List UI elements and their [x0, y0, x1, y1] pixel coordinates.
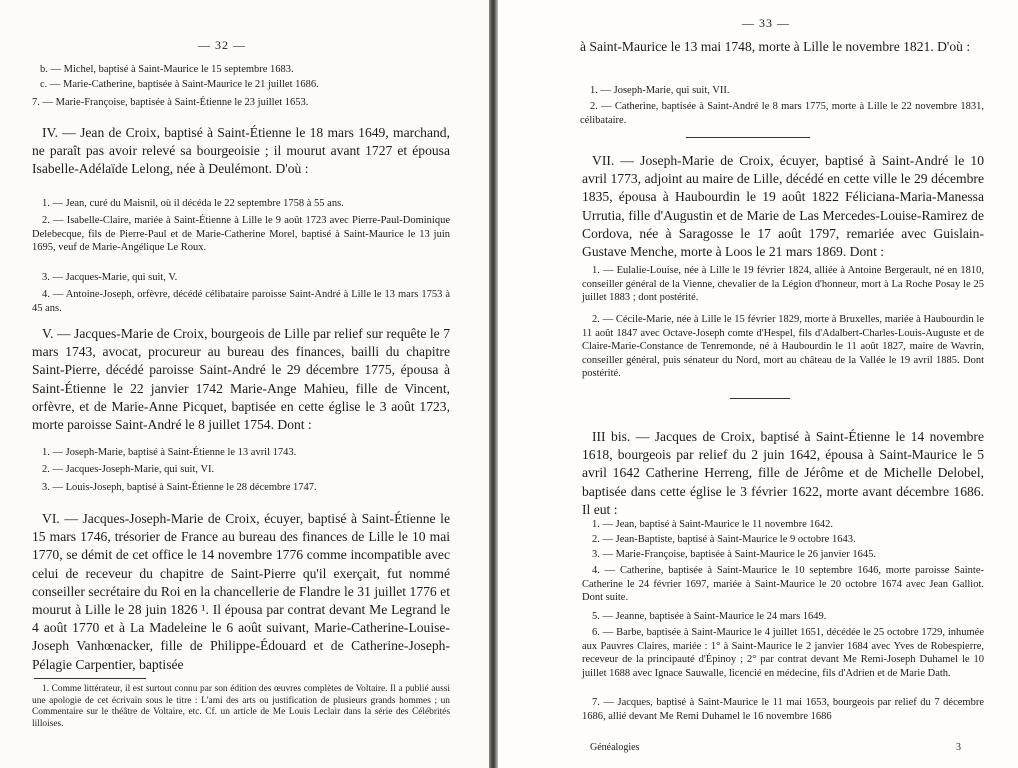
list-item: 2. — Isabelle-Claire, mariée à Saint-Étienne à Lille le 9 août 1723 avec Pierre-Paul-Dominique Delebecque, fils de Pierre-Paul et de Marie-Catherine Morel, baptisé à Saint-Maurice le 13 juin 1695, veuf de Marie-Angélique Le Roux.	[32, 215, 450, 254]
generation-v-paragraph: V. — Jacques-Marie de Croix, bourgeois de Lille par relief sur requête le 7 mars 1743, avocat, procureur au bureau des finances, bailli du chapitre Saint-Pierre, décédé paroisse Saint-André le 29 décembre 1775, épousa à Saint-Étienne le 22 janvier 1742 Marie-Ange Mahieu, fille de Vincent, orfèvre, et de Marie-Anne Picquet, baptisée en cette église le 3 août 1723, morte paroisse Saint-André le 8 juillet 1754. Dont :	[32, 326, 450, 433]
generation-vii-paragraph: VII. — Joseph-Marie de Croix, écuyer, baptisé à Saint-André le 10 avril 1773, adjoint au maire de Lille, décédé en cette ville le 29 décembre 1835, épousa à Haubourdin le 19 août 1822 Féliciana-Maria-Manessa Urrutia, fille d'Augustin et de Marie de Las Mercedes-Louise-Ramirez de Cordova, née à Saragosse le 17 août 1797, remariée avec Guislain-Gustave Menche, morte à Loos le 21 mars 1869. Dont :	[582, 153, 984, 260]
footnote: 1. Comme littérateur, il est surtout connu par son édition des œuvres complètes de Voltaire. Il a publié aussi une apologie de cet écrivain sous le titre : L'ami des arts ou justification de plusieurs grands hommes ; un Commentaire sur le théâtre de Voltaire, etc. Cf. un article de Me Louis Leclair dans la série des Célébrités lilloises.	[32, 684, 450, 729]
entry-line: c. — Marie-Catherine, baptisée à Saint-Maurice le 21 juillet 1686.	[40, 79, 319, 90]
list-item: 2. — Cécile-Marie, née à Lille le 15 février 1829, morte à Bruxelles, mariée à Haubourdin le 11 août 1847 avec Octave-Joseph comte d'Hespel, fils d'Adalbert-Charles-Louis-Auguste et de Claire-Marie-Constance de Tenremonde, né à Haubourdin le 11 août 1827, maire de Wavrin, conseiller général, puis sénateur du Nord, mort au château de la Vallée le 19 avril 1885. Dont postérité.	[582, 314, 984, 380]
list-item: 2. — Jean-Baptiste, baptisé à Saint-Maurice le 9 octobre 1643.	[592, 534, 856, 545]
list-item: 1. — Joseph-Marie, qui suit, VII.	[590, 85, 730, 96]
page-number: — 33 —	[742, 16, 790, 30]
list-item: 3. — Jacques-Marie, qui suit, V.	[42, 272, 178, 283]
footnote-rule	[34, 678, 146, 679]
list-item: 2. — Jacques-Joseph-Marie, qui suit, VI.	[42, 464, 215, 475]
right-page	[498, 0, 1018, 768]
generation-vi-paragraph: VI. — Jacques-Joseph-Marie de Croix, écuyer, baptisé à Saint-Étienne le 15 mars 1746, trésorier de France au bureau des finances de Lille le 10 mai 1770, se démit de cet office le 14 novembre 1776 comme incompatible avec celui de receveur du chapitre de Saint-Pierre qu'il exerçait, fut nommé conseiller secrétaire du Roi en la chancellerie de Flandre le 31 juillet 1776 et mourut à Lille le 28 juin 1826 ¹. Il épousa par contrat devant Me Legrand le 4 août 1770 et à La Madeleine le 6 août suivant, Marie-Catherine-Louise-Joseph Vanhœnacker, fille de Philippe-Édouard et de Catherine-Joseph-Pélagie Carpentier, baptisée	[32, 511, 450, 672]
list-item: 1. — Jean, curé du Maisnil, où il décéda le 22 septembre 1758 à 55 ans.	[42, 198, 344, 209]
list-item: 5. — Jeanne, baptisée à Saint-Maurice le 24 mars 1649.	[592, 611, 827, 622]
footer-label: Généalogies	[590, 742, 640, 753]
entry-line: 7. — Marie-Françoise, baptisée à Saint-Étienne le 23 juillet 1653.	[32, 97, 309, 108]
page-number: — 32 —	[198, 38, 246, 52]
generation-iii-bis-paragraph: III bis. — Jacques de Croix, baptisé à Saint-Étienne le 14 novembre 1618, bourgeois par relief du 2 juin 1642, épousa à Saint-Maurice le 5 avril 1642 Catherine Herreng, fille de Jérôme et de Michelle Delobel, baptisée dans cette église le 3 février 1622, morte avant décembre 1686. Il eut :	[582, 429, 984, 517]
list-item: 1. — Joseph-Marie, baptisé à Saint-Étienne le 13 avril 1743.	[42, 447, 297, 458]
section-rule	[686, 137, 810, 138]
section-rule	[730, 398, 790, 399]
list-item: 4. — Antoine-Joseph, orfèvre, décédé célibataire paroisse Saint-André à Lille le 13 mars 1753 à 45 ans.	[32, 289, 450, 314]
list-item: 7. — Jacques, baptisé à Saint-Maurice le 11 mai 1653, bourgeois par relief du 7 décembre 1686, allié devant Me Remi Duhamel le 16 novembre 1686	[582, 697, 984, 722]
continuation-paragraph: à Saint-Maurice le 13 mai 1748, morte à Lille le novembre 1821. D'où :	[580, 39, 971, 54]
list-item: 1. — Jean, baptisé à Saint-Maurice le 11 novembre 1642.	[592, 519, 834, 530]
entry-line: b. — Michel, baptisé à Saint-Maurice le 15 septembre 1683.	[40, 64, 294, 75]
list-item: 4. — Catherine, baptisée à Saint-Maurice le 10 septembre 1646, morte paroisse Sainte-Catherine le 24 février 1697, mariée à Saint-Maurice le 20 octobre 1674 avec Jean Galliot. Dont suite.	[582, 565, 984, 604]
list-item: 2. — Catherine, baptisée à Saint-André le 8 mars 1775, morte à Lille le 22 novembre 1831, célibataire.	[580, 101, 984, 126]
book-spine	[489, 0, 498, 768]
generation-iv-paragraph: IV. — Jean de Croix, baptisé à Saint-Étienne le 18 mars 1649, marchand, ne paraît pas avoir relevé sa bourgeoisie ; il mourut avant 1727 et épousa Isabelle-Adélaïde Lelong, née à Deulémont. D'où :	[32, 125, 450, 177]
list-item: 6. — Barbe, baptisée à Saint-Maurice le 4 juillet 1651, décédée le 25 octobre 1729, inhumée aux Pauvres Claires, mariée : 1° à Saint-Maurice le 2 janvier 1684 avec Yves de Robespierre, receveur de la principauté d'Épinoy ; 2° par contrat devant Me Remi-Joseph Duhamel le 10 juillet 1688 avec Ignace Sauwalle, licencié en médecine, fils d'Adrien et de Marie Dath.	[582, 627, 984, 679]
left-page	[0, 0, 489, 768]
list-item: 3. — Louis-Joseph, baptisé à Saint-Étienne le 28 décembre 1747.	[42, 482, 317, 493]
list-item: 3. — Marie-Françoise, baptisée à Saint-Maurice le 26 janvier 1645.	[592, 549, 876, 560]
list-item: 1. — Eulalie-Louise, née à Lille le 19 février 1824, alliée à Antoine Bergerault, né en 1810, conseiller général de la Vienne, chevalier de la Légion d'honneur, mort à La Roche Posay le 25 juillet 1883 ; dont postérité.	[582, 265, 984, 304]
signature-number: 3	[956, 742, 961, 753]
